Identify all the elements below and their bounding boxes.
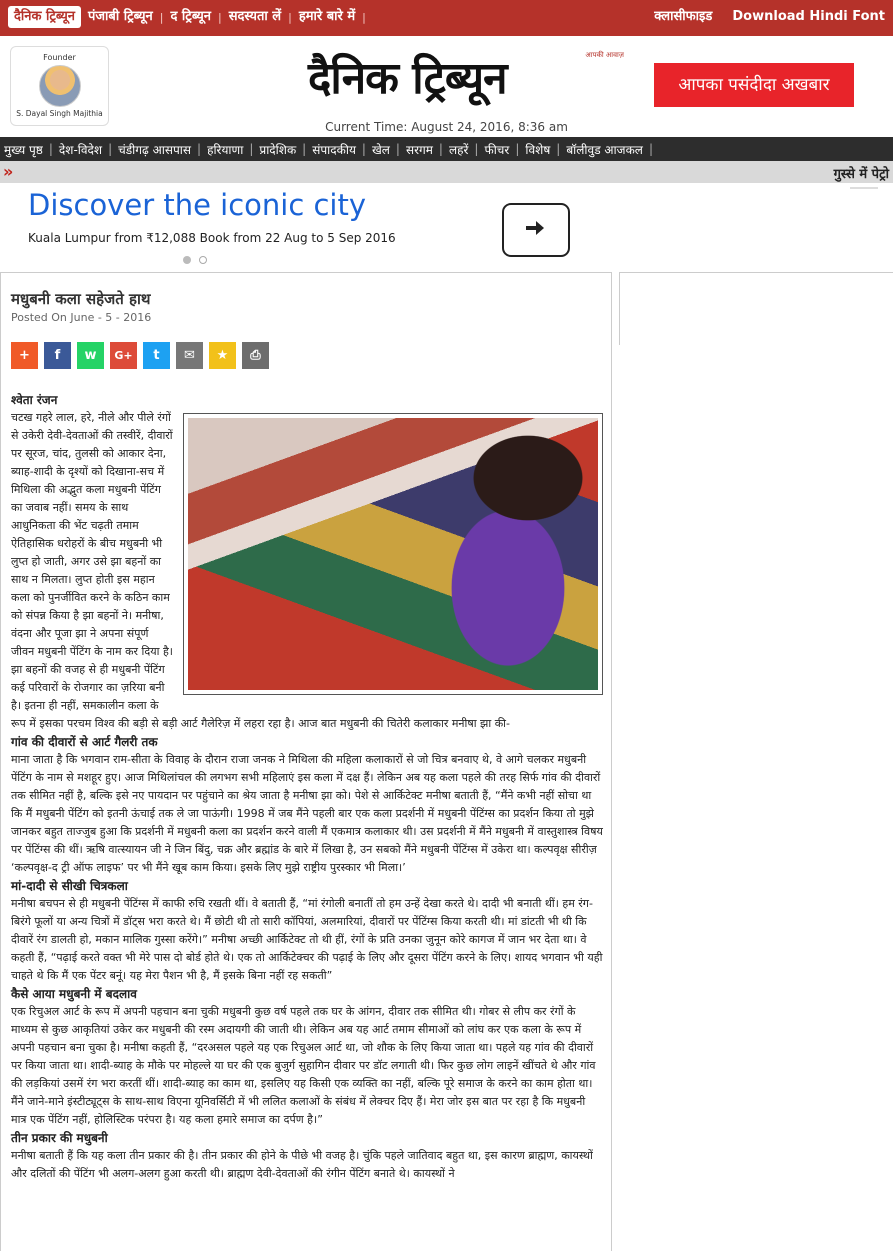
- nav-the-tribune[interactable]: द ट्रिब्यून: [170, 9, 211, 24]
- nav-divider: |: [438, 142, 443, 156]
- email-share-button[interactable]: ✉: [176, 342, 203, 369]
- paragraph: मनीषा बताती हैं कि यह कला तीन प्रकार की है। तीन प्रकार की होने के पीछे भी वजह है। चुंकि पहले जातिवाद बहुत था, इस कारण ब्राह्मण, कायस्थों और दलितों की पेंटिंग भी अलग-अलग हुआ करती थी। ब्राह्मण देवी-देवताओं की रंगीन पेंटिंग बनाते थे। कायस्थों ने: [11, 1149, 593, 1180]
- ad-banner[interactable]: [0, 183, 610, 268]
- nav-special[interactable]: विशेष: [525, 142, 551, 157]
- carousel-dot-active[interactable]: [183, 256, 191, 264]
- nav-editorial[interactable]: संपादकीय: [312, 142, 356, 157]
- twitter-share-button[interactable]: t: [143, 342, 170, 369]
- nav-subscribe[interactable]: सदस्यता लें: [228, 9, 282, 24]
- founder-avatar: [39, 65, 81, 107]
- print-button[interactable]: ⎙: [242, 342, 269, 369]
- share-bar: [11, 342, 275, 369]
- nav-feature[interactable]: फीचर: [484, 142, 510, 157]
- google-plus-share-button[interactable]: G+: [110, 342, 137, 369]
- arrow-right-icon: [502, 203, 566, 253]
- founder-title: Founder: [43, 53, 76, 62]
- nav-punjabi-tribune[interactable]: पंजाबी ट्रिब्यून: [88, 9, 153, 24]
- posted-date: Posted On June - 5 - 2016: [11, 311, 152, 324]
- nav-divider: |: [395, 142, 400, 156]
- masthead: [0, 36, 893, 136]
- top-bar: [0, 0, 893, 36]
- facebook-share-button[interactable]: f: [44, 342, 71, 369]
- site-logo[interactable]: [308, 48, 626, 110]
- nav-separator: |: [159, 10, 164, 24]
- logo-text: दैनिक ट्रिब्यून: [308, 53, 507, 104]
- double-chevron-right-icon: »: [3, 162, 14, 181]
- whatsapp-share-button[interactable]: w: [77, 342, 104, 369]
- carousel-dots: [183, 256, 215, 264]
- nav-divider: |: [249, 142, 254, 156]
- favorite-button[interactable]: ★: [209, 342, 236, 369]
- founder-box[interactable]: [10, 46, 109, 126]
- section-heading: तीन प्रकार की मधुबनी: [11, 1131, 108, 1145]
- ad-headline[interactable]: Discover the iconic city: [28, 188, 367, 222]
- section-heading: मां-दादी से सीखी चित्रकला: [11, 879, 128, 893]
- slogan-banner: आपका पसंदीदा अखबार: [654, 63, 854, 107]
- ad-subtext: Kuala Lumpur from ₹12,088 Book from 22 Aug to 5 Sep 2016: [28, 231, 396, 245]
- top-right-links: [634, 6, 885, 28]
- download-font-link[interactable]: Download Hindi Font: [732, 9, 885, 24]
- photo-image: [188, 418, 598, 690]
- sidebar-divider: [850, 187, 878, 189]
- nav-divider: |: [648, 142, 653, 156]
- carousel-dot[interactable]: [199, 256, 207, 264]
- nav-divider: |: [556, 142, 561, 156]
- nav-bollywood[interactable]: बॉलीवुड आजकल: [566, 142, 643, 157]
- nav-haryana[interactable]: हरियाणा: [207, 142, 244, 157]
- paragraph: एक रिचुअल आर्ट के रूप में अपनी पहचान बना चुकी मधुबनी कुछ वर्ष पहले तक घर के आंगन, दीवार तक सीमित थी। गोबर से लीप कर रंगों के माध्यम से कुछ आकृतियां उकेर कर मधुबनी की रस्म अदायगी की जाती थी। लेकिन अब यह आर्ट तमाम सीमाओं को लांघ कर एक कला के रूप में अपनी पहचान बना चुका है। मनीषा कहती हैं, “दरअसल पहले यह एक रिचुअल आर्ट था, जो शौक के लिए किया जाता था। पहले यह गांव की दीवारों पर किया जाता था। शादी-ब्याह के मौके पर मोहल्ले या घर की एक बुजुर्ग सुहागिन दीवार पर डॉट लगाती थी। फिर कुछ लोग लाइनें खींचते थे और गांव की लड़कियां उसमें रंग भरा करतीं थीं। शादी-ब्याह का काम था, इसलिए यह किसी एक व्यक्ति का नहीं, बल्कि पूरे समाज के करने का काम होता था। मैंने जाने-माने इंस्टीट्यूट्स के साथ-साथ विएना यूनिवर्सिटी में भी ललित कलाओं के संबंध में लेक्चर दिए हैं। मेरा जोर इस बात पर रहा है कि मधुबनी मात्र एक पेंटिंग नहीं, होलिस्टिक परंपरा है। यह कला हमारे समाज का दर्पण है।”: [11, 1005, 596, 1126]
- article-body: [11, 391, 603, 1183]
- ticker-text[interactable]: गुस्से में पेट्रो: [833, 167, 889, 182]
- article-title: मधुबनी कला सहेजते हाथ: [11, 290, 151, 308]
- network-nav: [8, 6, 366, 28]
- section-heading: कैसे आया मधुबनी में बदलाव: [11, 987, 137, 1001]
- nav-separator: |: [288, 10, 292, 24]
- ad-next-button[interactable]: [502, 203, 570, 257]
- paragraph: चटख गहरे लाल, हरे, नीले और पीले रंगों से उकेरी देवी-देवताओं की तस्वीरें, दीवारों पर सूरज, चांद, तुलसी को आकार देना, ब्याह-शादी के दृश्यों को दिखाना-सच में मिथिला की अद्भुत कला मधुबनी पेंटिंग का जवाब नहीं। समय के साथ आधुनिकता की भेंट चढ़ती तमाम ऐतिहासिक धरोहरों के बीच मधुबनी भी लुप्त हो जाती, अगर उसे झा बहनों का साथ न मिलता। लुप्त होती इस महान कला को पुनर्जीवित करने के कठिन काम को संपन्न किया है झा बहनों ने। मनीषा, वंदना और पूजा झा ने अपना संपूर्ण जीवन मधुबनी पेंटिंग के नाम कर दिया है। झा बहनों की वजह से ही मधुबनी पेंटिंग कई परिवारों के रोजगार का ज़रिया बनी है। इतना ही नहीं, समकालीन कला के रूप में इसका परचम विश्व की बड़ी से बड़ी आर्ट गैलेरिज़ में लहरा रहा है। आज बात मधुबनी की चितेरी कलाकार मनीषा झा की-: [11, 411, 510, 730]
- paragraph: माना जाता है कि भगवान राम-सीता के विवाह के दौरान राजा जनक ने मिथिला की महिला कलाकारों से जो चित्र बनवाए थे, वे आगे चलकर मधुबनी पेंटिंग के नाम से मशहूर हुए। आज मिथिलांचल की लगभग सभी महिलाएं इस कला में दक्ष हैं। लेकिन अब यह कला पहले की तरह सिर्फ गांव की दीवारों तक सीमित नहीं है, बल्कि इसे नए पायदान पर पहुंचाने का श्रेय जाता है मनीषा झा को। पेशे से आर्किटेक्ट मनीषा बताती हैं, “मैंने कभी नहीं सोचा था कि मैं मधुबनी पेंटिंग को इतनी ऊंचाई तक ले जा पाऊंगी। 1998 में जब मैंने पहली बार एक कला प्रदर्शनी में मधुबनी पेंटिंग्स का प्रदर्शन किया तो मुझे जानकर बहुत ताज्जुब हुआ कि प्रदर्शनी में मधुबनी कला का प्रदर्शन करने वाली मैं एकमात्र कलाकार थी। उस प्रदर्शनी में मैंने मधुबनी में वास्तुशास्त्र विषय पर पेंटिंग्स की थीं। ऋषि वात्स्यायन जी ने जिन बिंदु, चक्र और ब्रह्मांड के बारे में लिखा है, उन सबको मैंने मधुबनी पेंटिंग्स में उकेरा था। कल्पवृक्ष सीरीज़ ‘कल्पवृक्ष-द ट्री ऑफ लाइफ’ पर भी मैंने खूब काम किया। इसके लिए मुझे राष्ट्रीय पुरस्कार भी मिला।’: [11, 753, 603, 874]
- nav-separator: |: [362, 10, 366, 24]
- logo-tagline: आपकी आवाज़: [585, 51, 624, 59]
- nav-world[interactable]: देश-विदेश: [58, 142, 103, 157]
- nav-divider: |: [302, 142, 307, 156]
- nav-divider: |: [474, 142, 479, 156]
- share-more-button[interactable]: +: [11, 342, 38, 369]
- nav-separator: |: [217, 10, 222, 24]
- nav-sports[interactable]: खेल: [371, 142, 390, 157]
- founder-name: S. Dayal Singh Majithia: [16, 109, 103, 118]
- news-ticker: [0, 161, 893, 183]
- classified-link[interactable]: क्लासीफाइड: [654, 9, 713, 24]
- sidebar-box: [619, 272, 893, 345]
- nav-divider: |: [108, 142, 113, 156]
- nav-lahren[interactable]: लहरें: [448, 142, 469, 157]
- nav-divider: |: [515, 142, 520, 156]
- author-name: श्वेता रंजन: [11, 393, 58, 407]
- nav-home[interactable]: मुख्य पृष्ठ: [4, 142, 43, 157]
- section-heading: गांव की दीवारों से आर्ट गैलरी तक: [11, 735, 158, 749]
- article-photo: [183, 413, 603, 695]
- nav-sargam[interactable]: सरगम: [405, 142, 433, 157]
- nav-regional[interactable]: प्रादेशिक: [259, 142, 297, 157]
- article: [0, 272, 612, 1251]
- main-nav: [0, 137, 893, 161]
- nav-dainik-tribune[interactable]: दैनिक ट्रिब्यून: [8, 6, 81, 28]
- current-time: Current Time: August 24, 2016, 8:36 am: [325, 120, 568, 134]
- paragraph: मनीषा बचपन से ही मधुबनी पेंटिंग्स में काफी रुचि रखती थीं। वे बताती हैं, “मां रंगोली बनातीं तो हम उन्हें देखा करते थे। दादी भी बनाती थीं। हम रंग-बिरंगे फूलों या अन्य चित्रों में डॉट्स भरा करते थे। मैं छोटी थी तो सारी कॉपियां, अलमारियां, दीवारों पर पेंटिंग्स किया करती थी। मां डांटती भी थी कि दीवारें रंग डालती हो, मकान मालिक गुस्सा करेंगे।” मनीषा अच्छी आर्किटेक्ट तो थी हीं, रंगों के प्रति उनका जुनून कोरे कागज में जान भर देता था। वे कहती हैं, “पढ़ाई करते वक्त भी मेरे पास दो बोर्ड होते थे। एक तो आर्किटेक्चर की पढ़ाई के लिए और दूसरा पेंटिंग करने के लिए। शायद भगवान भी यही चाहते थे कि मैं एक पेंटर बनूं। यह मेरा पैशन भी है, मैं इसके बिना नहीं रह सकती”: [11, 897, 603, 982]
- nav-chandigarh[interactable]: चंडीगढ़ आसपास: [118, 142, 192, 157]
- nav-divider: |: [48, 142, 53, 156]
- nav-divider: |: [361, 142, 366, 156]
- nav-divider: |: [197, 142, 202, 156]
- nav-about-us[interactable]: हमारे बारे में: [298, 9, 356, 24]
